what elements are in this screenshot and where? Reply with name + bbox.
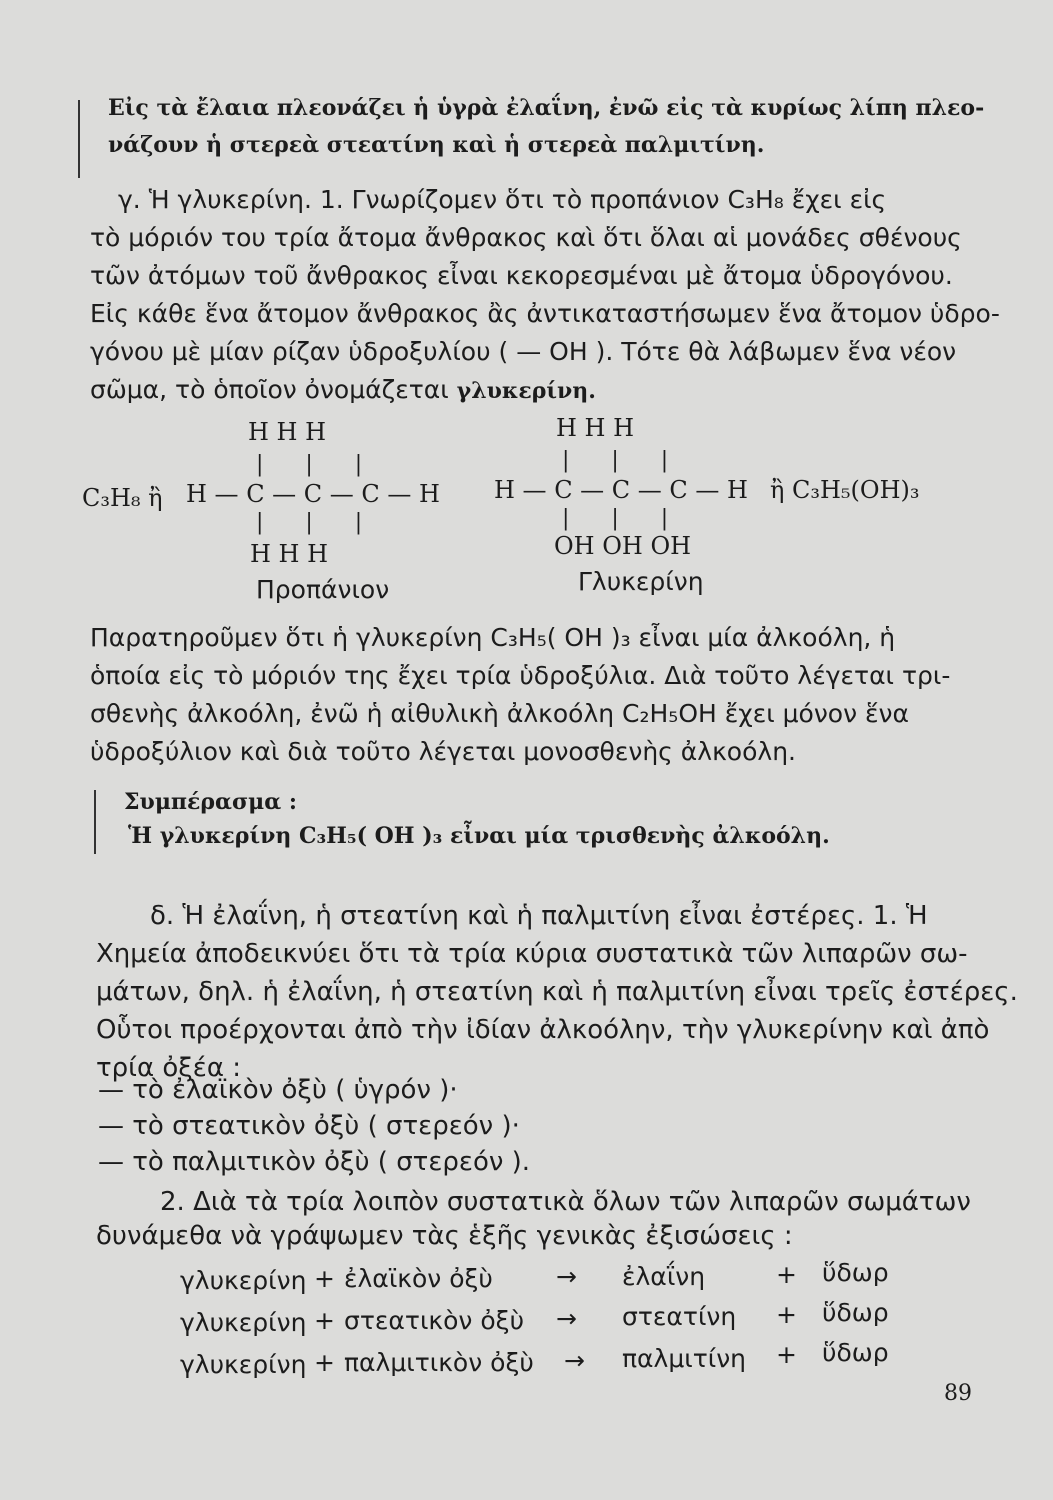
eq1-reactant: γλυκερίνη (180, 1266, 307, 1295)
observation-line-4: ὑδροξύλιον καὶ διὰ τοῦτο λέγεται μονοσθενὴς ἀλκοόλη. (90, 737, 796, 766)
acid-item-2: — τὸ στεατικὸν ὀξὺ ( στερεόν )· (98, 1111, 520, 1141)
section-d-line-2: Χημεία ἀποδεικνύει ὅτι τὰ τρία κύρια συστατικὰ τῶν λιπαρῶν σω- (96, 939, 968, 969)
observation-line-2: ὁποία εἰς τὸ μόριόν της ἔχει τρία ὑδροξύλια. Διὰ τοῦτο λέγεται τρι- (90, 661, 951, 690)
margin-bar-conclusion (94, 790, 96, 854)
section-g-line-2: τὸ μόριόν του τρία ἄτομα ἄνθρακος καὶ ὅτι ὅλαι αἱ μονάδες σθένους (90, 223, 962, 252)
section-d-line-4: Οὗτοι προέρχονται ἀπὸ τὴν ἰδίαν ἀλκοόλην, τὴν γλυκερίνην καὶ ἀπὸ (96, 1015, 990, 1045)
eq2-plus: + (314, 1306, 335, 1335)
section-d-line-1: δ. Ἡ ἐλαΐνη, ἡ στεατίνη καὶ ἡ παλμιτίνη εἶναι ἐστέρες. 1. Ἡ (150, 901, 928, 931)
glycerin-top-atoms: H H H (556, 414, 635, 442)
observation-line-3: σθενὴς ἀλκοόλη, ἐνῶ ἡ αἰθυλικὴ ἀλκοόλη C₂H₅OH ἔχει μόνον ἕνα (90, 699, 909, 728)
glycerin-chain: H — C — C — C — H (494, 476, 748, 504)
propane-chain: H — C — C — C — H (186, 480, 440, 508)
propane-bottom-atoms: H H H (250, 540, 329, 568)
eq2-plus-water: + (776, 1300, 797, 1329)
eq3-acid: παλμιτικὸν ὀξὺ (344, 1348, 534, 1377)
propane-bond-bottom: | | | (256, 510, 363, 535)
eq1-water: ὕδωρ (822, 1258, 889, 1287)
glycerin-bottom-atoms: OH OH OH (554, 532, 692, 560)
section-g-last-text: σῶμα, τὸ ὁποῖον ὀνομάζεται (90, 375, 449, 404)
intro-line-1: Εἰς τὰ ἔλαια πλεονάζει ἡ ὑγρὰ ἐλαΐνη, ἐνῶ εἰς τὰ κυρίως λίπη πλεο- (108, 95, 985, 121)
section-g-line-5: γόνου μὲ μίαν ρίζαν ὑδροξυλίου ( — OH ). Τότε θὰ λάβωμεν ἕνα νέον (90, 337, 957, 366)
section-d-line-3: μάτων, δηλ. ἡ ἐλαΐνη, ἡ στεατίνη καὶ ἡ παλμιτίνη εἶναι τρεῖς ἐστέρες. (96, 977, 1018, 1007)
margin-bar-intro (78, 100, 80, 178)
glycerin-bond-top: | | | (562, 448, 669, 473)
eq1-product: ἐλαΐνη (622, 1262, 706, 1291)
observation-line-1: Παρατηροῦμεν ὅτι ἡ γλυκερίνη C₃H₅( OH )₃ εἶναι μία ἀλκοόλη, ἡ (90, 623, 896, 652)
section-g-line-4: Εἰς κάθε ἕνα ἄτομον ἄνθρακος ἂς ἀντικαταστήσωμεν ἕνα ἄτομον ὑδρο- (90, 299, 1000, 328)
glycerin-name: Γλυκερίνη (578, 567, 704, 596)
eq3-arrow: → (564, 1346, 585, 1375)
section-d-line-5: τρία ὀξέα : (96, 1053, 241, 1083)
eq3-product: παλμιτίνη (622, 1344, 747, 1373)
eq3-plus-water: + (776, 1340, 797, 1369)
propane-bond-top: | | | (256, 452, 363, 477)
glycerin-term: γλυκερίνη. (456, 378, 596, 404)
eq2-product: στεατίνη (622, 1302, 737, 1331)
page-number: 89 (944, 1381, 972, 1406)
eq1-plus-water: + (776, 1260, 797, 1289)
section-g-line-6 (90, 374, 596, 407)
section-d-line-10: δυνάμεθα νὰ γράψωμεν τὰς ἑξῆς γενικὰς ἐξισώσεις : (96, 1221, 793, 1251)
propane-top-atoms: H H H (248, 418, 327, 446)
glycerin-condensed: ἢ C₃H₅(OH)₃ (770, 476, 920, 504)
eq1-arrow: → (556, 1262, 577, 1291)
conclusion-text: Ἡ γλυκερίνη C₃H₅( OH )₃ εἶναι μία τρισθενὴς ἀλκοόλη. (128, 823, 830, 849)
intro-line-2: νάζουν ἡ στερεὰ στεατίνη καὶ ἡ στερεὰ παλμιτίνη. (108, 132, 765, 158)
propane-name: Προπάνιον (256, 575, 390, 604)
eq2-reactant: γλυκερίνη (180, 1308, 307, 1337)
eq2-acid: στεατικὸν ὀξὺ (344, 1306, 525, 1335)
section-g-line-3: τῶν ἀτόμων τοῦ ἄνθρακος εἶναι κεκορεσμέναι μὲ ἄτομα ὑδρογόνου. (90, 261, 953, 290)
acid-item-1: — τὸ ἐλαϊκὸν ὀξὺ ( ὑγρόν )· (98, 1075, 458, 1105)
eq3-water: ὕδωρ (822, 1338, 889, 1367)
section-g-line-1: γ. Ἡ γλυκερίνη. 1. Γνωρίζομεν ὅτι τὸ προπάνιον C₃H₈ ἔχει εἰς (118, 185, 887, 214)
eq2-arrow: → (556, 1304, 577, 1333)
eq1-acid: ἐλαϊκὸν ὀξὺ (344, 1264, 493, 1293)
glycerin-bond-bottom: | | | (562, 506, 669, 531)
section-d-line-9: 2. Διὰ τὰ τρία λοιπὸν συστατικὰ ὅλων τῶν λιπαρῶν σωμάτων (160, 1187, 971, 1217)
eq3-plus: + (314, 1348, 335, 1377)
eq2-water: ὕδωρ (822, 1298, 889, 1327)
eq3-reactant: γλυκερίνη (180, 1350, 307, 1379)
conclusion-heading: Συμπέρασμα : (124, 789, 297, 815)
eq1-plus: + (314, 1264, 335, 1293)
propane-label: C₃H₈ ἢ (82, 484, 163, 512)
acid-item-3: — τὸ παλμιτικὸν ὀξὺ ( στερεόν ). (98, 1147, 531, 1177)
